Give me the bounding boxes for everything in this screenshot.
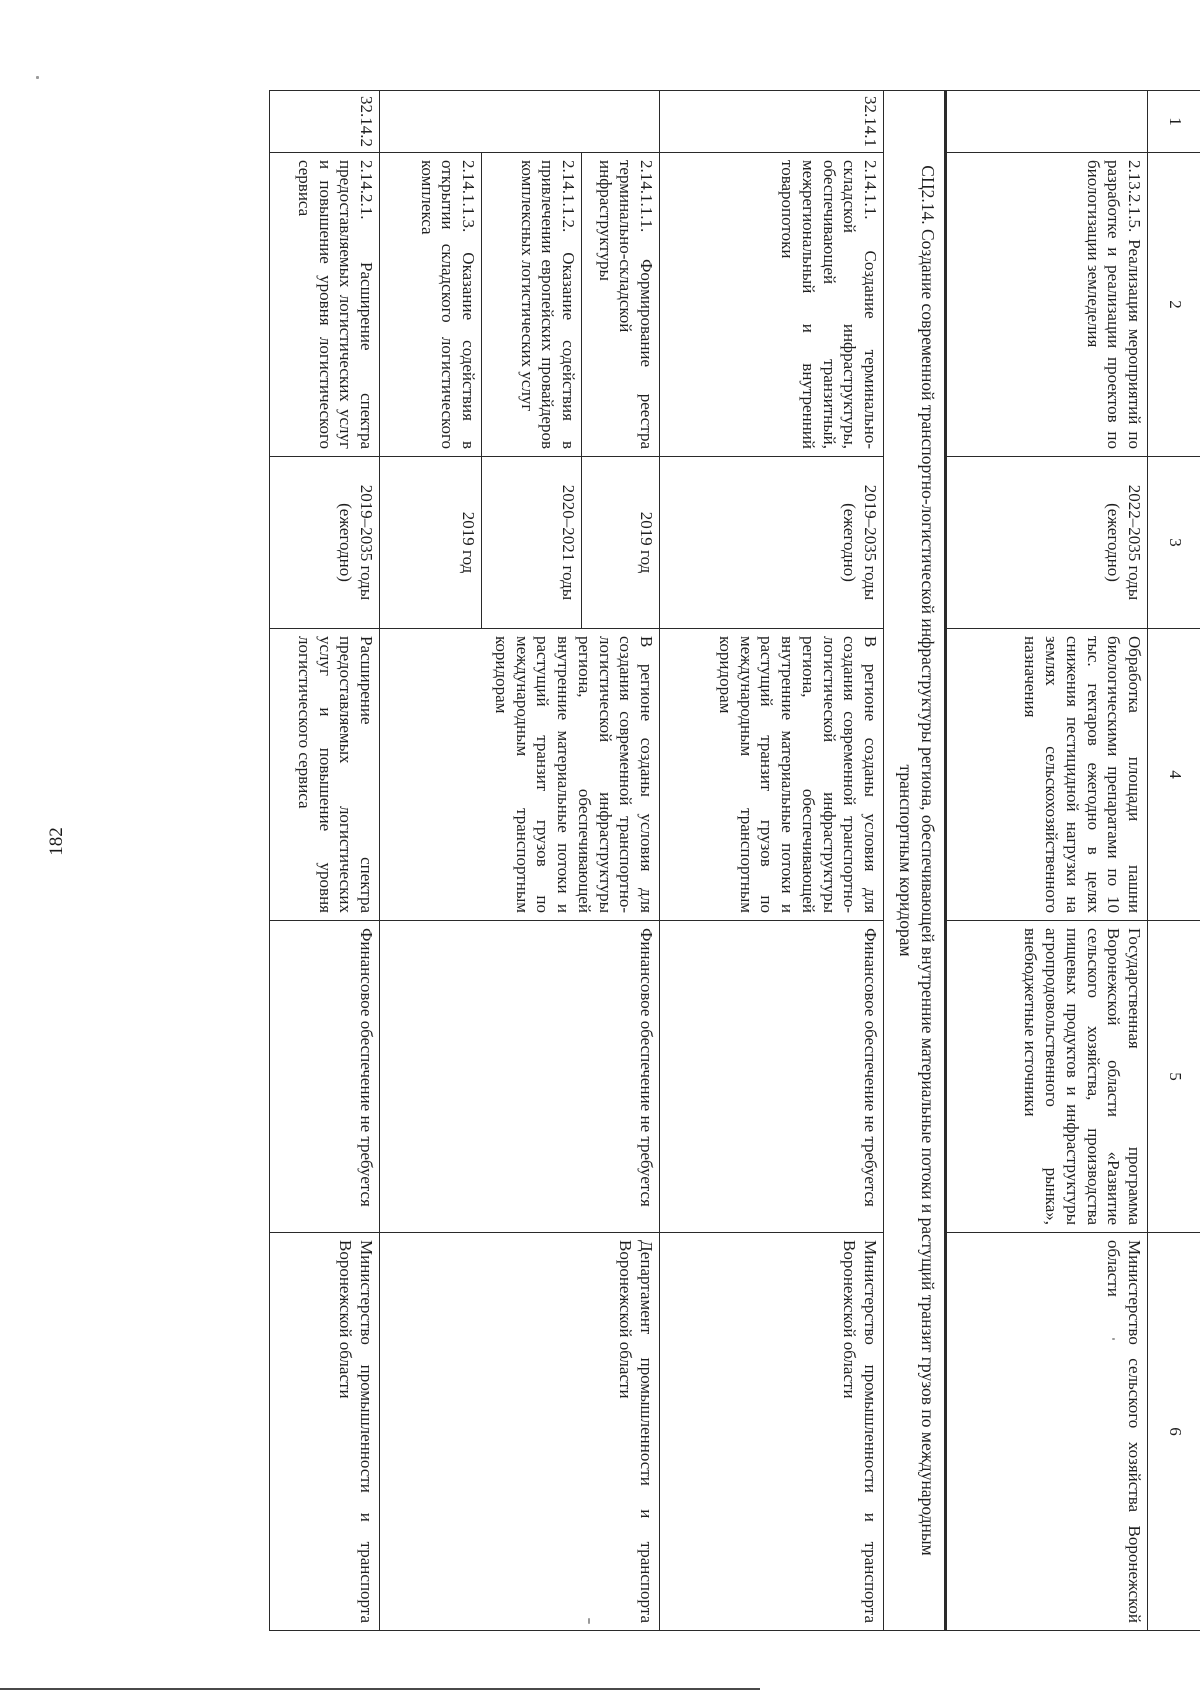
scan-bottom-line (0, 1688, 760, 1690)
measure-name-cell: 2.14.1.1.3. Оказание содействия в открытии складского логистического комплекса (380, 153, 482, 457)
header-cell-6: 6 (1148, 1233, 1200, 1631)
responsible-cell: Министерство промышленности и транспорта Воронежской области (270, 1233, 380, 1631)
rotated-table-wrapper (102, 90, 1200, 1630)
responsible-cell: Министерство промышленности и транспорта Воронежской области (660, 1233, 884, 1631)
measure-name-cell: 2.14.1.1.2. Оказание содействия в привлечении европейских провайдеров комплексных логистических услуг (482, 153, 582, 457)
row-number-cell-empty (380, 91, 660, 153)
deadline-cell: 2019 год (380, 457, 482, 629)
deadline-cell: 2022–2035 годы (ежегодно) (946, 457, 1148, 629)
row-number-cell (946, 91, 1148, 153)
scan-speck (1112, 1338, 1115, 1340)
section-row (884, 91, 946, 1631)
section-heading: СЦ2.14. Создание современной транспортно-логистической инфраструктуры региона, обеспечивающей внутренние материальные потоки и растущий транзит грузов по международным транспортным коридорам (884, 91, 946, 1631)
measures-table (269, 90, 1200, 1631)
header-cell-5: 5 (1148, 921, 1200, 1233)
result-cell: В регионе созданы условия для создания современной транспортно-логистической инфраструктуры региона, обеспечивающей внутренние материальные потоки и растущий транзит грузов по международным транспортным коридорам (380, 629, 660, 921)
table-row (582, 91, 660, 1631)
row-number-cell: 32.14.1 (660, 91, 884, 153)
header-cell-2: 2 (1148, 153, 1200, 457)
table-row (946, 91, 1148, 1631)
deadline-cell: 2019–2035 годы (ежегодно) (270, 457, 380, 629)
measure-name-cell: 2.13.2.1.5. Реализация мероприятий по разработке и реализации проектов по биологизации земледелия (946, 153, 1148, 457)
table-row (270, 91, 380, 1631)
header-row (1148, 91, 1200, 1631)
table-row (660, 91, 884, 1631)
deadline-cell: 2019 год (582, 457, 660, 629)
result-cell: Обработка площади пашни биологическими препаратами по 10 тыс. гектаров ежегодно в целях снижения пестицидной нагрузки на землях сельскохозяйственного назначения (946, 629, 1148, 921)
funding-cell: Финансовое обеспечение не требуется (380, 921, 660, 1233)
result-cell: В регионе созданы условия для создания современной транспортно-логистической инфраструктуры региона, обеспечивающей внутренние материальные потоки и растущий транзит грузов по международным транспортным коридорам (660, 629, 884, 921)
header-cell-1: 1 (1148, 91, 1200, 153)
funding-cell: Финансовое обеспечение не требуется (660, 921, 884, 1233)
measure-name-cell: 2.14.1.1. Создание терминально-складской инфраструктуры, обеспечивающей транзитный, межрегиональный и внутренний товаропотоки (660, 153, 884, 457)
row-number-cell: 32.14.2 (270, 91, 380, 153)
header-cell-4: 4 (1148, 629, 1200, 921)
deadline-cell: 2020–2021 годы (482, 457, 582, 629)
page-number: 182 (45, 827, 67, 856)
funding-cell: Финансовое обеспечение не требуется (270, 921, 380, 1233)
result-cell: Расширение спектра предоставляемых логистических услуг и повышение уровня логистического сервиса (270, 629, 380, 921)
measure-name-cell: 2.14.2.1. Расширение спектра предоставляемых логистических услуг и повышение уровня логистического сервиса (270, 153, 380, 457)
deadline-cell: 2019–2035 годы (ежегодно) (660, 457, 884, 629)
responsible-cell: Департамент промышленности и транспорта Воронежской области (380, 1233, 660, 1631)
responsible-cell: Министерство сельского хозяйства Воронежской области (946, 1233, 1148, 1631)
funding-cell: Государственная программа Воронежской области «Развитие сельского хозяйства, производства пищевых продуктов и инфраструктуры агропродовольственного рынка», внебюджетные источники (946, 921, 1148, 1233)
scan-speck (588, 1618, 590, 1624)
measure-name-cell: 2.14.1.1.1. Формирование реестра терминально-складской инфраструктуры (582, 153, 660, 457)
scan-speck (36, 76, 39, 79)
header-cell-3: 3 (1148, 457, 1200, 629)
